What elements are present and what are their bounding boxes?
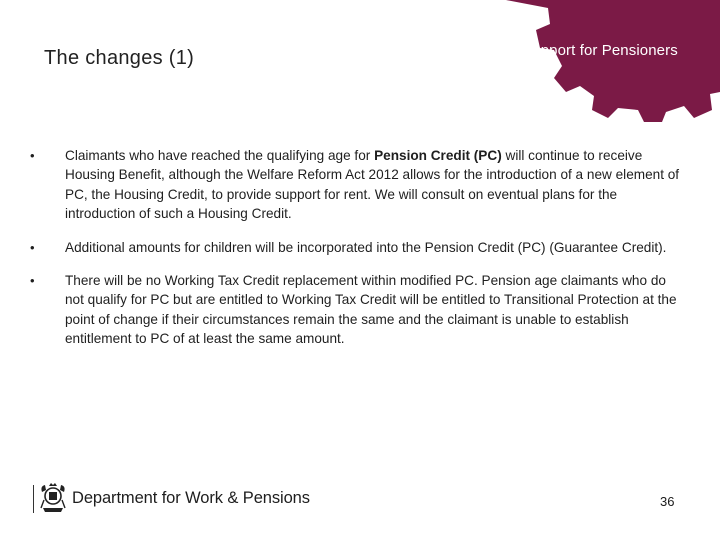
bullet-marker: • [30, 273, 35, 289]
bullet-list [24, 146, 684, 349]
department-name: Department for Work & Pensions [72, 489, 310, 507]
bullet-marker: • [30, 148, 35, 163]
bullet-text: Additional amounts for children will be incorporated into the Pension Credit (PC) (Guarantee Credit). [65, 239, 667, 255]
bullet-text: There will be no Working Tax Credit replacement within modified PC. Pension age claimants who do not qualify for PC but are entitled to Working Tax Credit will be entitled to Transitional Protection at the point of change if their circumstances remain the same and the claimant is unable to establish entitlement to PC of at least the same amount. [65, 273, 677, 347]
footer-divider [33, 485, 34, 513]
bullet-marker: • [30, 239, 35, 255]
royal-crest-icon [38, 482, 68, 514]
bullet-item [24, 271, 684, 349]
bullet-text: Claimants who have reached the qualifying age for Pension Credit (PC) will continue to receive Housing Benefit, although the Welfare Reform Act 2012 allows for the introduction of a new element of PC, the Housing Credit, to provide support for rent. We will consult on eventual plans for the introduction of such a Housing Credit. [65, 148, 680, 222]
page-number: 36 [660, 494, 675, 509]
bullet-item [24, 146, 684, 224]
gear-badge [488, 0, 720, 122]
bullet-item [24, 238, 684, 257]
slide-title: The changes (1) [44, 47, 195, 69]
section-badge-label: Support for Pensioners [522, 42, 678, 59]
